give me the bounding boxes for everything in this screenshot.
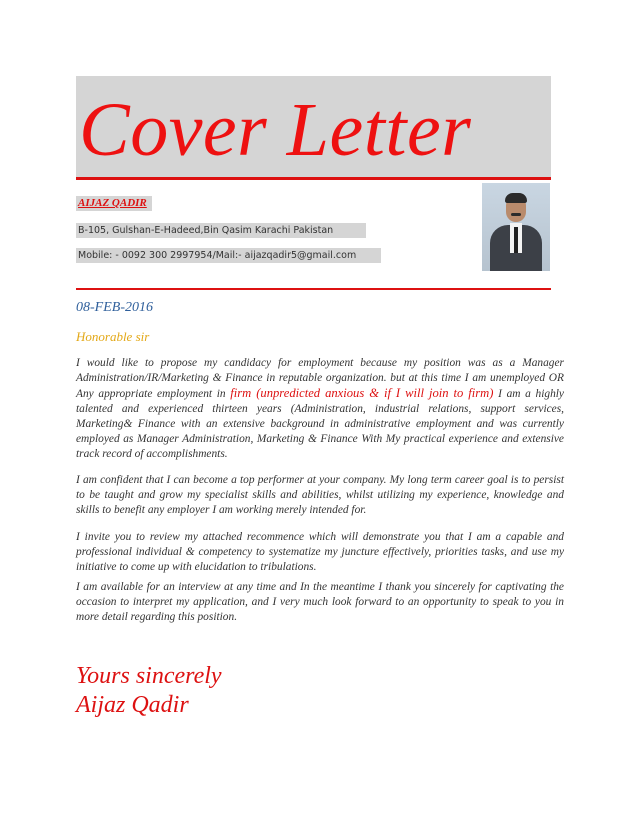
title-divider xyxy=(76,177,551,180)
applicant-address: B-105, Gulshan-E-Hadeed,Bin Qasim Karachi Pakistan xyxy=(76,223,366,238)
applicant-contact: Mobile: - 0092 300 2997954/Mail:- aijazqadir5@gmail.com xyxy=(76,248,381,263)
closing-phrase: Yours sincerely xyxy=(76,663,222,689)
photo-tie xyxy=(514,227,518,253)
paragraph-confidence: I am confident that I can become a top performer at your company. My long term career goal is to persist to be taught and grow my specialist skills and abilities, whilst utilizing my experience, knowledge and skills to benefit any employer I am working merely intended for. xyxy=(76,474,564,516)
photo-hair xyxy=(505,193,527,203)
applicant-photo xyxy=(482,183,550,271)
paragraph-intro xyxy=(76,356,564,462)
paragraph-intro-text-b: I am a highly talented and experienced thirteen years (Administration, industrial relations, support services, Marketing& Finance with an extensive background in administrative employment and was currently employed as Manager Administration, Marketing & Finance With My practical experience and extensive track record of accomplishments. xyxy=(76,388,564,460)
paragraph-invitation: I invite you to review my attached recommence which will demonstrate you that I am a capable and professional individual & competency to systematize my juncture effectively, priorities tasks, and use my initiative to come up with elucidation to tribulations. xyxy=(76,531,564,573)
paragraph-intro-text-a: I would like to propose my candidacy for employment because my position was as a Manager Administration/IR/Marketing & Finance in reputable organization. but at this time I am unemployed OR Any appropriate employment in xyxy=(76,357,564,400)
paragraph-intro-emphasis: firm (unpredicted anxious & if I will join to firm) xyxy=(230,386,494,400)
photo-mustache xyxy=(511,213,521,216)
signature-name: Aijaz Qadir xyxy=(76,692,189,718)
header-divider xyxy=(76,288,551,290)
letter-date: 08-FEB-2016 xyxy=(76,300,153,315)
paragraph-availability: I am available for an interview at any time and In the meantime I thank you sincerely for captivating the occasion to interpret my application, and I very much look forward to an opportunity to speak to you in more detail regarding this position. xyxy=(76,581,564,623)
salutation: Honorable sir xyxy=(76,329,150,344)
closing-block xyxy=(76,662,222,720)
applicant-name: AIJAZ QADIR xyxy=(76,196,152,211)
page-title: Cover Letter xyxy=(79,88,472,172)
